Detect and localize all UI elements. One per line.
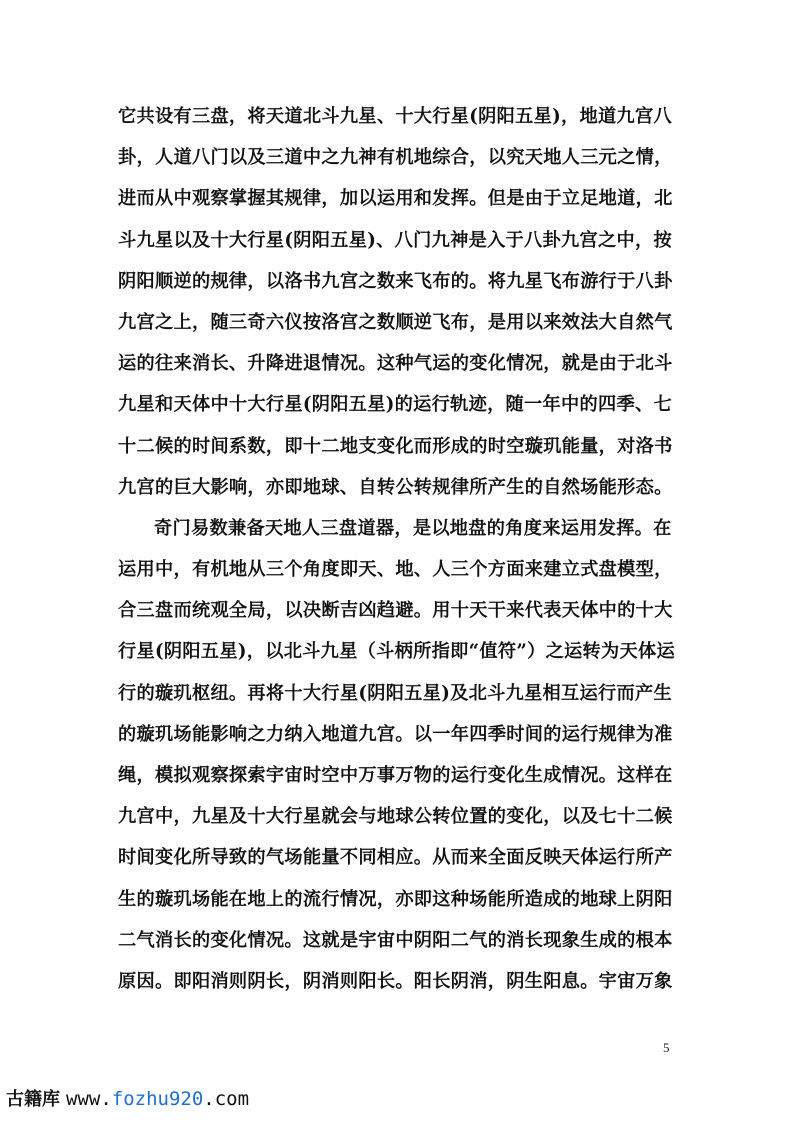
text-line: 合三盘而统观全局，以决断吉凶趋避。用十天干来代表天体中的十大 [118,600,673,622]
text-line: 进而从中观察掌握其规律，加以运用和发挥。但是由于立足地道，北 [118,188,673,210]
text-line: 斗九星以及十大行星(阴阳五星)、八门九神是入于八卦九宫之中，按 [118,229,672,251]
page-number: 5 [663,1040,670,1055]
text-line: 九宫中，九星及十大行星就会与地球公转位置的变化，以及七十二候 [118,806,673,828]
text-line: 九星和天体中十大行星(阴阳五星)的运行轨迹，随一年中的四季、七 [118,394,672,416]
text-line: 卦，人道八门以及三道中之九神有机地综合，以究天地人三元之情， [118,147,673,169]
text-line: 运的往来消长、升降进退情况。这种气运的变化情况，就是由于北斗 [118,353,673,375]
text-line: 生的璇玑场能在地上的流行情况，亦即这种场能所造成的地球上阴阳 [118,888,673,910]
text-line: 的璇玑场能影响之力纳入地道九宫。以一年四季时间的运行规律为准 [118,723,673,745]
text-line: 二气消长的变化情况。这就是宇宙中阴阳二气的消长现象生成的根本 [118,929,673,951]
footer-watermark [6,1085,249,1111]
text-line: 九宫之上，随三奇六仪按洛宫之数顺逆飞布，是用以来效法大自然气 [118,311,673,333]
site-url-brand: fozhu920 [111,1088,204,1110]
site-url-suffix: .com [203,1088,250,1110]
paragraph-start-line: 奇门易数兼备天地人三盘道器，是以地盘的角度来运用发挥。在 [154,517,672,539]
text-line: 阴阳顺逆的规律，以洛书九宫之数来飞布的。将九星飞布游行于八卦 [118,270,673,292]
text-line: 十二候的时间系数，即十二地支变化而形成的时空璇玑能量，对洛书 [118,435,673,457]
text-line: 时间变化所导致的气场能量不同相应。从而来全面反映天体运行所产 [118,847,673,869]
text-line: 它共设有三盘，将天道北斗九星、十大行星(阴阳五星)，地道九宫八 [118,106,672,127]
site-url-prefix: www. [66,1088,112,1110]
text-line: 九宫的巨大影响，亦即地球、自转公转规律所产生的自然场能形态。 [118,476,673,498]
text-line: 原因。即阳消则阴长，阴消则阳长。阳长阴消，阴生阳息。宇宙万象 [118,970,673,992]
text-line: 行的璇玑枢纽。再将十大行星(阴阳五星)及北斗九星相互运行而产生 [118,682,672,704]
text-line: 运用中，有机地从三个角度即天、地、人三个方面来建立式盘模型， [118,559,673,581]
text-line: 行星(阴阳五星)，以北斗九星（斗柄所指即“值符”）之运转为天体运 [118,641,675,663]
body-text [118,96,678,1002]
text-line: 绳，模拟观察探索宇宙时空中万事万物的运行变化生成情况。这样在 [118,765,673,786]
site-name: 古籍库 [6,1089,60,1110]
